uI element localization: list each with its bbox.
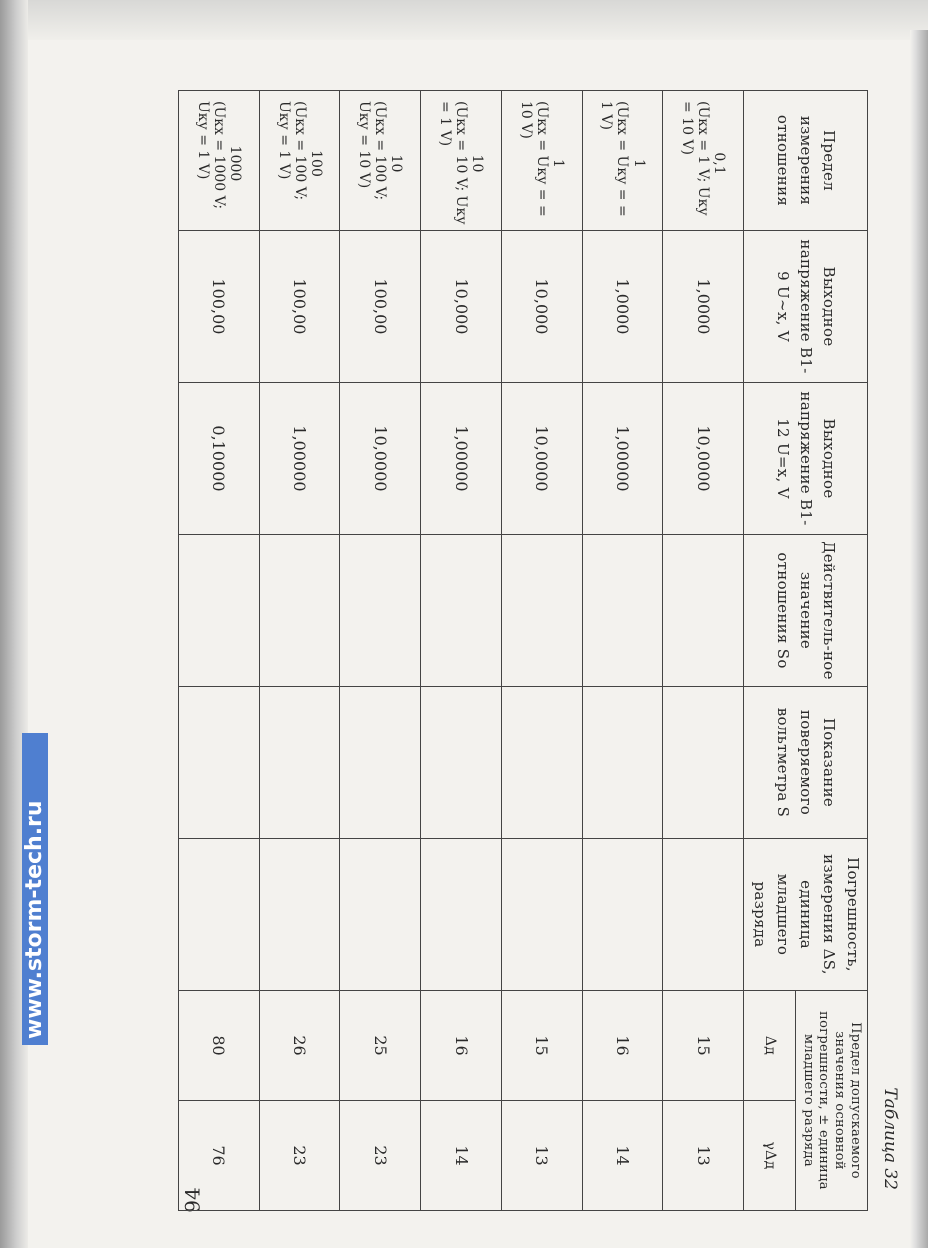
error-cell [663, 839, 744, 991]
gamma-cell: 23 [259, 1101, 340, 1211]
reading-cell [501, 687, 582, 839]
table-row [340, 91, 421, 1211]
header-out-b19: Выходное напряжение В1-9 U~x, V [744, 231, 868, 383]
delta-cell: 26 [259, 991, 340, 1101]
actual-cell [259, 535, 340, 687]
header-allowed: Предел допускаемого значения основной погрешности, ± единица младшего разряда [796, 991, 868, 1211]
gamma-cell: 23 [340, 1101, 421, 1211]
delta-cell: 15 [663, 991, 744, 1101]
limit-cell: 10 (Uкх = 100 V; Uку = 10 V) [340, 91, 421, 231]
error-cell [340, 839, 421, 991]
header-delta: Δд [744, 991, 796, 1101]
reading-cell [421, 687, 502, 839]
reading-cell [663, 687, 744, 839]
delta-cell: 16 [582, 991, 663, 1101]
error-cell [501, 839, 582, 991]
gamma-cell: 14 [582, 1101, 663, 1211]
reading-cell [582, 687, 663, 839]
error-cell [582, 839, 663, 991]
b112-cell: 1,00000 [582, 383, 663, 535]
table-row [179, 91, 260, 1211]
header-gamma: γΔд [744, 1101, 796, 1211]
b112-cell: 1,00000 [259, 383, 340, 535]
reading-cell [179, 687, 260, 839]
table-row [421, 91, 502, 1211]
table-row [663, 91, 744, 1211]
scan-shadow-right [910, 30, 928, 1248]
delta-cell: 80 [179, 991, 260, 1101]
header-out-b112: Выходное напряжение В1-12 U=x, V [744, 383, 868, 535]
b112-cell: 10,0000 [340, 383, 421, 535]
header-limit: Предел измерения отношения [744, 91, 868, 231]
limit-cell: 0,1 (Uкх = 1 V; Uку = 10 V) [663, 91, 744, 231]
b19-cell: 10,000 [501, 231, 582, 383]
delta-cell: 25 [340, 991, 421, 1101]
data-table [178, 90, 868, 1211]
actual-cell [340, 535, 421, 687]
delta-cell: 15 [501, 991, 582, 1101]
b19-cell: 100,00 [179, 231, 260, 383]
table-row [259, 91, 340, 1211]
actual-cell [582, 535, 663, 687]
b19-cell: 1,0000 [582, 231, 663, 383]
page-number: 94 [180, 1187, 205, 1213]
limit-cell: 100 (Uкх = 100 V; Uку = 1 V) [259, 91, 340, 231]
actual-cell [421, 535, 502, 687]
limit-cell: 1000 (Uкх = 1000 V; Uку = 1 V) [179, 91, 260, 231]
scan-shadow-left [0, 0, 28, 1248]
delta-cell: 16 [421, 991, 502, 1101]
b112-cell: 1,00000 [421, 383, 502, 535]
header-error: Погрешность, измерения ΔS, единица младшего разряда [744, 839, 868, 991]
b19-cell: 1,0000 [663, 231, 744, 383]
b19-cell: 10,000 [421, 231, 502, 383]
actual-cell [663, 535, 744, 687]
rotated-table-area [165, 90, 900, 1213]
header-actual: Действитель-ное значение отношения So [744, 535, 868, 687]
table-caption: Таблица 32 [880, 1087, 900, 1190]
table-row [582, 91, 663, 1211]
limit-cell: 1 (Uкх = Uку = = 1 V) [582, 91, 663, 231]
b19-cell: 100,00 [259, 231, 340, 383]
limit-cell: 10 (Uкх = 10 V; Uку = 1 V) [421, 91, 502, 231]
reading-cell [259, 687, 340, 839]
actual-cell [501, 535, 582, 687]
b19-cell: 100,00 [340, 231, 421, 383]
header-reading: Показание поверяемого вольтметра S [744, 687, 868, 839]
error-cell [179, 839, 260, 991]
error-cell [421, 839, 502, 991]
gamma-cell: 13 [663, 1101, 744, 1211]
limit-cell: 1 (Uкх = Uку = = 10 V) [501, 91, 582, 231]
watermark-text: www.storm-tech.ru [22, 733, 48, 1045]
scan-shadow-top [0, 0, 928, 40]
table-row [501, 91, 582, 1211]
reading-cell [340, 687, 421, 839]
gamma-cell: 13 [501, 1101, 582, 1211]
b112-cell: 10,0000 [663, 383, 744, 535]
error-cell [259, 839, 340, 991]
gamma-cell: 76 [179, 1101, 260, 1211]
actual-cell [179, 535, 260, 687]
gamma-cell: 14 [421, 1101, 502, 1211]
b112-cell: 0,10000 [179, 383, 260, 535]
b112-cell: 10,0000 [501, 383, 582, 535]
